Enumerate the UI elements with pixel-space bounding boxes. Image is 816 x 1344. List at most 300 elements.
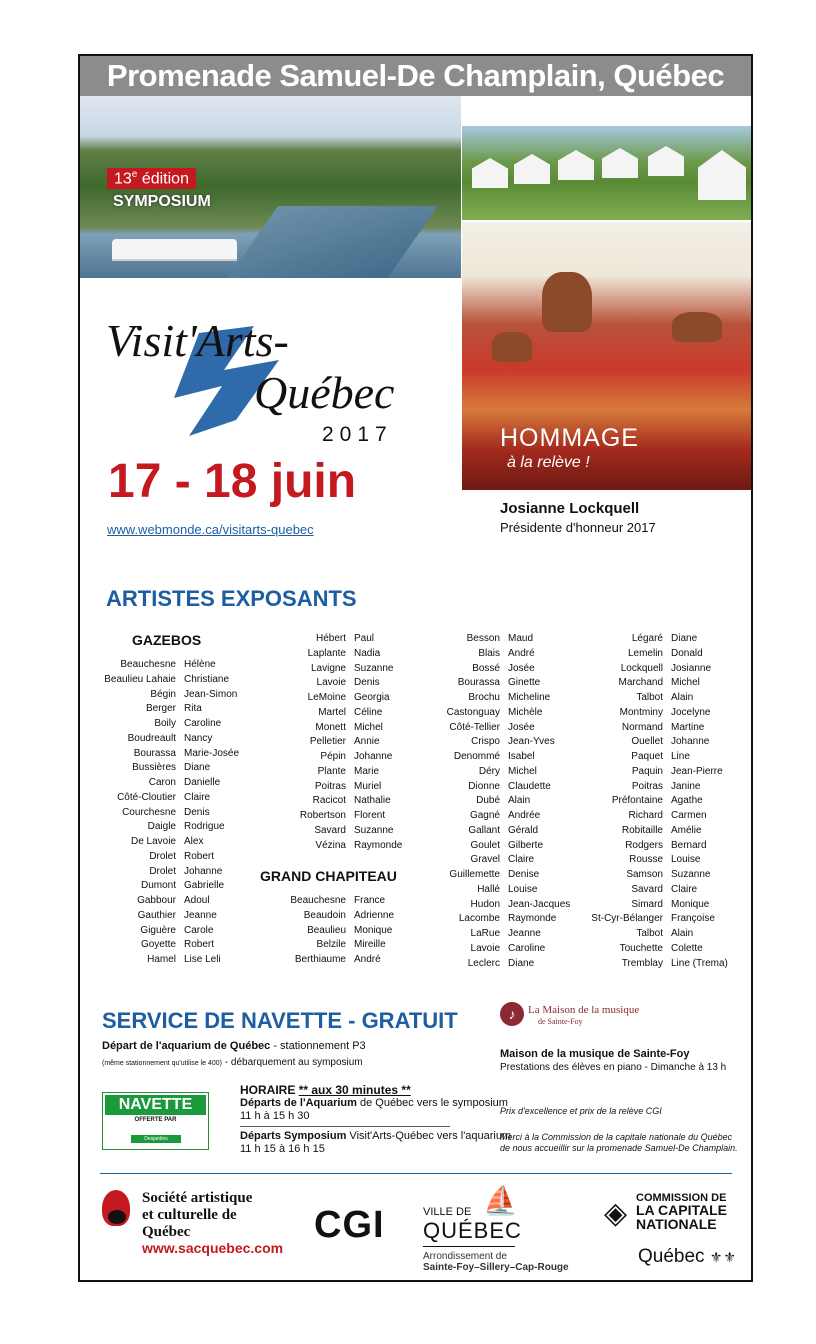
artist-last-name: Daigle (147, 821, 176, 833)
artist-last-name: Lavoie (470, 942, 500, 954)
artist-last-name: Martel (318, 706, 346, 718)
artist-last-name: Belzile (316, 939, 346, 951)
artist-first-name: Alex (184, 836, 204, 847)
artist-last-name: Bourassa (133, 747, 176, 759)
artist-last-name: St-Cyr-Bélanger (591, 913, 663, 925)
artist-last-name: Drolet (149, 850, 176, 862)
artist-row (585, 809, 728, 824)
artist-first-name: Suzanne (354, 824, 394, 836)
artist-row (260, 894, 394, 909)
artist-last-name: Hudon (470, 898, 500, 910)
artist-last-name: Goulet (470, 839, 500, 851)
artist-row (585, 647, 728, 662)
artist-last-name: Caron (148, 777, 176, 788)
artist-row (260, 953, 394, 968)
artist-last-name: Giguère (140, 924, 176, 936)
artist-row (90, 909, 239, 924)
artist-first-name: Gérald (508, 824, 539, 836)
fleur-de-lis-icon: ⚜⚜ (709, 1249, 737, 1265)
artist-first-name: Agathe (671, 795, 703, 807)
artist-first-name: Louise (671, 854, 701, 866)
vdq-ville: VILLE DE (423, 1206, 472, 1218)
artist-first-name: Monique (354, 924, 393, 936)
desjardins-logo: Desjardins (131, 1135, 181, 1143)
artist-row (90, 747, 239, 762)
artist-first-name: Jeanne (184, 909, 217, 921)
maison-title: Maison de la musique de Sainte-Foy (500, 1048, 690, 1060)
artist-first-name: Marie-Josée (184, 747, 240, 759)
artist-last-name: Hallé (477, 883, 500, 895)
artist-last-name: Bourassa (457, 677, 500, 689)
poster-title: Promenade Samuel-De Champlain, Québec (80, 56, 751, 96)
river-shape (222, 206, 438, 278)
artist-row (432, 691, 570, 706)
tents-photo (462, 126, 753, 220)
schedule-depart-1: Départs de l'Aquarium de Québec vers le symposium (240, 1097, 508, 1109)
artist-row (260, 721, 402, 736)
navette-badge-title: NAVETTE (105, 1095, 206, 1115)
artist-last-name: Côté-Tellier (449, 721, 500, 733)
artist-row (90, 806, 239, 821)
navette-badge (102, 1092, 209, 1150)
artist-last-name: Berger (145, 703, 176, 715)
artist-row (260, 839, 402, 854)
artist-first-name: Robert (184, 939, 215, 951)
navette-note: (même stationnement qu'utilise le 400) - débarquement au symposium (102, 1057, 363, 1068)
artist-row (260, 706, 402, 721)
artist-first-name: Alain (671, 928, 694, 939)
hommage-label: HOMMAGE (500, 424, 639, 452)
artist-first-name: Alain (508, 795, 531, 807)
artist-last-name: Blais (478, 647, 500, 659)
tent-shape (112, 239, 237, 259)
navette-title: SERVICE DE NAVETTE - GRATUIT (102, 1008, 458, 1033)
artist-row (90, 791, 239, 806)
artist-last-name: Marchand (618, 677, 663, 689)
artist-first-name: Céline (354, 706, 383, 718)
maison-logo-sub: de Sainte-Foy (538, 1017, 583, 1026)
artist-row (432, 927, 570, 942)
artist-last-name: Beauchesne (120, 659, 176, 670)
artist-row (585, 721, 728, 736)
artist-first-name: Diane (184, 762, 211, 774)
artist-row (432, 853, 570, 868)
artist-first-name: Josianne (671, 662, 712, 674)
artist-row (90, 953, 239, 968)
artist-first-name: Suzanne (671, 869, 711, 880)
tent-icon (472, 158, 508, 188)
artist-row (90, 894, 239, 909)
ccn-swirl-icon: ◈ (604, 1197, 628, 1230)
vdq-arrondissement: Arrondissement de Sainte-Foy–Sillery–Cap-Rouge (423, 1251, 569, 1273)
prix-text: Prix d'excellence et prix de la relève CGI (500, 1106, 662, 1116)
artist-row (585, 691, 728, 706)
schedule-header: HORAIRE ** aux 30 minutes ** (240, 1083, 411, 1097)
artist-first-name: Claudette (508, 780, 551, 792)
artist-first-name: Raymonde (508, 913, 557, 925)
artist-row (585, 883, 728, 898)
artist-first-name: Caroline (184, 718, 222, 729)
navette-badge-sub: OFFERTE PAR (134, 1117, 177, 1123)
artist-last-name: Talbot (636, 692, 663, 703)
artist-first-name: Josée (508, 662, 535, 674)
schedule-divider (240, 1126, 450, 1127)
artist-first-name: Josée (508, 721, 535, 733)
artist-first-name: Johanne (671, 736, 710, 748)
artist-row (260, 765, 402, 780)
artist-row (260, 780, 402, 795)
artist-last-name: Hébert (315, 633, 346, 644)
sacq-name: Société artistique et culturelle de Québec (142, 1190, 253, 1240)
artist-last-name: Simard (631, 898, 663, 910)
artist-row (90, 732, 239, 747)
ccn-logo (600, 1190, 740, 1270)
artist-row (90, 879, 239, 894)
artist-last-name: Dumont (140, 880, 176, 892)
artist-first-name: Nathalie (354, 795, 391, 807)
artist-first-name: Nancy (184, 732, 213, 744)
artist-row (585, 750, 728, 765)
artist-last-name: Leclerc (467, 957, 500, 969)
artist-first-name: Louise (508, 883, 538, 895)
president-title: Présidente d'honneur 2017 (500, 520, 656, 535)
artist-last-name: Beaudoin (303, 909, 346, 921)
artist-row (260, 735, 402, 750)
artist-row (90, 688, 239, 703)
artist-first-name: Jeanne (508, 928, 541, 939)
artist-first-name: Amélie (671, 824, 702, 836)
artist-row (585, 632, 728, 647)
artist-last-name: Tremblay (621, 957, 663, 969)
artist-last-name: Rodgers (625, 839, 663, 851)
artist-last-name: Gauthier (137, 909, 176, 921)
artist-row (260, 647, 402, 662)
artist-first-name: Mireille (354, 939, 386, 951)
artist-row (260, 938, 394, 953)
artist-row (260, 662, 402, 677)
music-note-icon: ♪ (500, 1002, 524, 1026)
artist-column-4 (585, 632, 728, 971)
event-dates: 17 - 18 juin (108, 455, 357, 508)
artist-last-name: Besson (466, 633, 500, 644)
artist-first-name: Robert (184, 850, 215, 862)
chapiteau-heading: GRAND CHAPITEAU (260, 868, 397, 884)
artist-first-name: Jean-Pierre (671, 765, 723, 777)
artist-first-name: Line (671, 751, 690, 762)
artist-first-name: Ginette (508, 677, 541, 689)
artist-first-name: Hélène (184, 659, 216, 670)
symposium-label: SYMPOSIUM (113, 193, 211, 210)
artist-row (90, 850, 239, 865)
artist-row (90, 776, 239, 791)
navette-depart: Départ de l'aquarium de Québec - stationnement P3 (102, 1040, 366, 1052)
artist-row (432, 957, 570, 972)
artist-first-name: Colette (671, 942, 703, 954)
artist-first-name: Micheline (508, 692, 551, 703)
artist-column-2b (260, 894, 394, 968)
artist-first-name: Georgia (354, 692, 390, 703)
artist-row (260, 924, 394, 939)
navette-schedule (240, 1084, 511, 1156)
deer-shape (542, 272, 592, 332)
artist-column-2 (260, 632, 402, 853)
artist-last-name: Laplante (307, 647, 346, 659)
artist-column-3 (432, 632, 570, 971)
artist-last-name: Samson (626, 869, 663, 880)
tent-icon (698, 150, 746, 200)
artist-last-name: Courchesne (122, 806, 176, 818)
artist-first-name: Johanne (184, 865, 223, 877)
artist-first-name: Michel (671, 677, 700, 689)
artist-last-name: Beaulieu Lahaie (104, 673, 176, 685)
artist-row (585, 927, 728, 942)
visitarts-logo (104, 308, 404, 453)
artist-last-name: Talbot (636, 928, 663, 939)
artist-row (585, 765, 728, 780)
artist-last-name: Brochu (468, 692, 500, 703)
artist-last-name: Drolet (149, 865, 176, 877)
artist-first-name: Claire (671, 883, 698, 895)
artist-first-name: Denis (184, 806, 210, 818)
artist-row (260, 809, 402, 824)
artist-first-name: Nadia (354, 647, 381, 659)
artist-row (585, 898, 728, 913)
tent-icon (602, 148, 638, 178)
artist-row (432, 662, 570, 677)
artist-last-name: Guillemette (449, 869, 500, 880)
schedule-depart-2: Départs Symposium Visit'Arts-Québec vers l'aquarium (240, 1130, 512, 1142)
artist-row (432, 868, 570, 883)
artist-last-name: Préfontaine (611, 795, 663, 807)
artist-last-name: Légaré (631, 633, 663, 644)
artist-last-name: Boudreault (127, 732, 176, 744)
deer-shape (672, 312, 722, 342)
artist-first-name: Michèle (508, 706, 543, 718)
artist-last-name: Déry (478, 765, 500, 777)
artist-last-name: Bégin (150, 688, 176, 700)
artist-last-name: Montminy (619, 706, 663, 718)
hommage-painting (462, 222, 753, 490)
vdq-divider (423, 1246, 515, 1247)
artist-first-name: Denise (508, 869, 540, 880)
artist-first-name: Jean-Jacques (508, 898, 571, 910)
artist-first-name: Annie (354, 736, 380, 748)
artist-first-name: Johanne (354, 751, 393, 762)
artist-last-name: Touchette (619, 942, 663, 954)
merci-text: Merci à la Commission de la capitale nationale du Québec de nous accueillir sur la promenade Samuel-De Champlain. (500, 1132, 738, 1153)
artist-first-name: France (354, 895, 386, 906)
artist-row (432, 942, 570, 957)
artist-first-name: Michel (508, 765, 537, 777)
artist-last-name: Lavigne (310, 662, 346, 674)
artist-row (260, 824, 402, 839)
tent-icon (558, 150, 594, 180)
artist-last-name: Dionne (468, 780, 500, 792)
artist-last-name: Goyette (140, 939, 176, 951)
artist-row (432, 750, 570, 765)
artist-last-name: Dubé (476, 795, 500, 807)
artists-section-title: ARTISTES EXPOSANTS (106, 586, 357, 611)
logo-line2: Québec (254, 367, 395, 418)
artist-row (432, 765, 570, 780)
artist-first-name: Martine (671, 721, 705, 733)
artist-first-name: Caroline (508, 942, 546, 954)
artist-row (432, 912, 570, 927)
gazebos-heading: GAZEBOS (132, 632, 202, 648)
artist-last-name: Lacombe (458, 913, 500, 925)
sacq-url-link[interactable]: www.sacquebec.com (142, 1240, 284, 1256)
artist-first-name: Alain (671, 692, 694, 703)
footer-divider (100, 1173, 732, 1174)
artist-row (260, 750, 402, 765)
artist-last-name: Plante (317, 765, 346, 777)
artist-row (585, 824, 728, 839)
artist-row (432, 794, 570, 809)
artist-row (432, 735, 570, 750)
artist-last-name: Bussières (132, 762, 176, 774)
artist-last-name: Hamel (147, 954, 176, 965)
artist-first-name: Raymonde (354, 839, 403, 851)
artist-first-name: Denis (354, 677, 380, 689)
artist-first-name: Jean-Yves (508, 736, 555, 748)
tent-icon (648, 146, 684, 176)
artist-first-name: Lise Leli (184, 954, 221, 965)
artist-row (90, 658, 239, 673)
artist-row (432, 809, 570, 824)
artist-first-name: Carmen (671, 810, 707, 821)
artist-last-name: Beauchesne (290, 895, 346, 906)
artist-last-name: Richard (628, 810, 663, 821)
artist-last-name: Pelletier (309, 736, 346, 748)
logo-line1: Visit'Arts- (106, 315, 289, 366)
artist-last-name: Crispo (471, 736, 500, 748)
artist-last-name: Normand (621, 721, 663, 733)
quebec-govt-logo: Québec ⚜⚜ (638, 1246, 737, 1267)
vdq-name: QUÉBEC (423, 1218, 522, 1243)
artist-row (585, 794, 728, 809)
artist-last-name: Robertson (299, 810, 346, 821)
artist-first-name: Adrienne (354, 909, 395, 921)
artist-row (585, 942, 728, 957)
artist-last-name: Poitras (314, 780, 346, 792)
sacq-logo (100, 1184, 284, 1264)
logo-year: 2017 (322, 423, 393, 446)
artist-row (260, 794, 402, 809)
artist-row (90, 761, 239, 776)
artist-last-name: De Lavoie (130, 836, 176, 847)
maison-text: Prestations des élèves en piano - Dimanche à 13 h (500, 1062, 727, 1073)
artist-last-name: Paquet (631, 751, 663, 762)
artist-last-name: Lavoie (316, 677, 346, 689)
artist-row (585, 780, 728, 795)
artist-first-name: Florent (354, 810, 386, 821)
artist-first-name: Gabrielle (184, 880, 225, 892)
ville-quebec-logo (423, 1184, 593, 1274)
artist-last-name: Savard (631, 883, 663, 895)
artist-first-name: Donald (671, 647, 703, 659)
deer-shape (492, 332, 532, 362)
cgi-logo: CGI (314, 1204, 385, 1246)
artist-row (90, 865, 239, 880)
artist-last-name: Denommé (453, 751, 500, 762)
event-url-link[interactable]: www.webmonde.ca/visitarts-quebec (107, 522, 314, 537)
artist-row (90, 924, 239, 939)
ccn-line2: LA CAPITALE NATIONALE (636, 1202, 727, 1232)
artist-row (585, 676, 728, 691)
artist-row (585, 735, 728, 750)
artist-row (585, 957, 728, 972)
artist-first-name: Jean-Simon (184, 688, 238, 700)
maison-musique-logo (500, 1000, 650, 1040)
artist-row (260, 691, 402, 706)
artist-row (90, 820, 239, 835)
releve-label: à la relève ! (507, 454, 590, 471)
artist-first-name: André (508, 647, 535, 659)
tent-icon (514, 154, 550, 184)
artist-last-name: Savard (314, 824, 346, 836)
artist-last-name: Lemelin (627, 647, 663, 659)
artist-row (432, 898, 570, 913)
maison-logo-name: La Maison de la musique (528, 1004, 640, 1016)
artist-row (585, 853, 728, 868)
artist-row (432, 780, 570, 795)
artist-last-name: Beaulieu (307, 924, 346, 936)
artist-first-name: Françoise (671, 913, 715, 925)
artist-first-name: Bernard (671, 839, 707, 851)
edition-badge: 13e édition (107, 168, 196, 189)
artist-first-name: Carole (184, 924, 214, 936)
artist-first-name: Diane (671, 633, 698, 644)
artist-last-name: Lockquell (620, 662, 663, 674)
artist-last-name: Gallant (468, 824, 500, 836)
artist-last-name: Berthiaume (294, 954, 346, 965)
artist-first-name: Isabel (508, 751, 535, 762)
artist-last-name: Bossé (472, 662, 500, 674)
artist-row (432, 647, 570, 662)
artist-row (90, 938, 239, 953)
artist-row (432, 839, 570, 854)
ship-icon: ⛵ (483, 1185, 518, 1216)
artist-row (585, 868, 728, 883)
artist-first-name: Claire (184, 791, 211, 803)
artist-row (585, 662, 728, 677)
artist-row (90, 717, 239, 732)
artist-row (90, 673, 239, 688)
artist-first-name: Rita (184, 703, 202, 715)
artist-last-name: Monett (315, 721, 346, 733)
artist-row (432, 824, 570, 839)
artist-row (260, 909, 394, 924)
artist-first-name: Gilberte (508, 839, 544, 851)
artist-first-name: Claire (508, 854, 535, 866)
artist-first-name: Christiane (184, 673, 230, 685)
schedule-times-2: 11 h 15 à 16 h 15 (240, 1143, 325, 1155)
artist-column-1 (90, 658, 239, 968)
artist-row (585, 706, 728, 721)
artist-last-name: Racicot (312, 795, 346, 807)
schedule-times-1: 11 h à 15 h 30 (240, 1110, 310, 1122)
artist-row (432, 721, 570, 736)
artist-first-name: Muriel (354, 780, 382, 792)
artist-first-name: Line (Trema) (671, 957, 728, 969)
artist-last-name: Poitras (631, 780, 663, 792)
ccn-line1: COMMISSION DE (636, 1192, 727, 1204)
artist-first-name: Andrée (508, 810, 541, 821)
artist-last-name: Castonguay (446, 706, 500, 718)
poster (78, 54, 753, 1282)
artist-row (432, 676, 570, 691)
artist-first-name: Marie (354, 765, 380, 777)
